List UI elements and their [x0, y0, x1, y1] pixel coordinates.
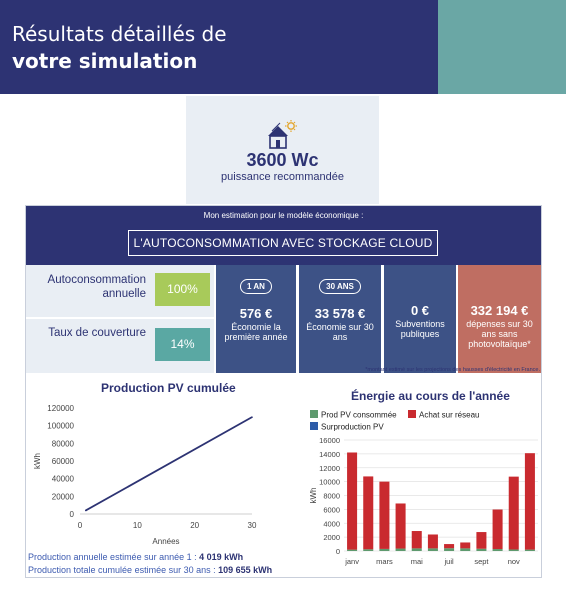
bar-grid — [347, 452, 357, 549]
y-axis-label: kWh — [309, 487, 318, 504]
x-tick-label: nov — [507, 557, 520, 566]
power-card — [186, 96, 379, 204]
x-tick-label: 30 — [247, 521, 257, 530]
bar-consumed — [396, 549, 406, 551]
y-tick-label: 4000 — [323, 519, 340, 529]
model-band — [26, 206, 541, 265]
series-line — [86, 417, 252, 510]
couverture-label: Taux de couverture — [48, 327, 146, 339]
model-intro: Mon estimation pour le modèle économique : — [203, 211, 364, 220]
legend-label: Prod PV consommée — [321, 410, 397, 420]
house-sun-icon — [266, 120, 298, 150]
bar-grid — [493, 510, 503, 550]
bar-grid — [444, 544, 454, 548]
total-production — [28, 565, 272, 575]
tile-4-value: 332 194 € — [470, 303, 529, 318]
total-production-label: Production totale cumulée estimée sur 30 ans : — [28, 565, 216, 575]
bar-consumed — [493, 549, 503, 551]
bar-consumed — [525, 550, 535, 551]
bar-consumed — [460, 548, 470, 551]
bar-consumed — [363, 549, 373, 551]
bar-grid — [412, 531, 422, 548]
model-name: L'AUTOCONSOMMATION AVEC STOCKAGE CLOUD — [128, 230, 438, 256]
series-point — [85, 510, 87, 512]
x-tick-label: 10 — [132, 521, 142, 530]
x-tick-label: sept — [474, 557, 489, 566]
autoconsommation-label: Autoconsommation annuelle — [47, 274, 146, 300]
y-tick-label: 6000 — [323, 505, 340, 515]
y-tick-label: 60000 — [51, 457, 74, 466]
bar-grid — [476, 532, 486, 549]
annual-production-value: 4 019 kWh — [199, 552, 244, 562]
annual-production-label: Production annuelle estimée sur année 1 : — [28, 552, 197, 562]
legend-label: Surproduction PV — [321, 422, 384, 432]
header-accent — [438, 0, 566, 94]
y-tick-label: 100000 — [47, 421, 74, 431]
line-chart — [26, 396, 286, 551]
header-title-line2: votre simulation — [12, 49, 198, 73]
series-point — [251, 416, 253, 418]
power-value: 3600 Wc — [246, 150, 319, 170]
bar-consumed — [476, 549, 486, 551]
y-tick-label: 20000 — [51, 492, 74, 502]
header-banner — [0, 0, 438, 94]
metrics-divider — [26, 317, 214, 319]
tile-3-label: Subventions publiques — [395, 319, 445, 339]
bar-consumed — [509, 549, 519, 551]
x-tick-label: mars — [376, 557, 393, 566]
bar-grid — [525, 453, 535, 549]
legend-swatch — [310, 410, 318, 418]
tile-2-value: 33 578 € — [314, 306, 366, 321]
autoconsommation-value: 100% — [155, 273, 210, 306]
legend-swatch — [408, 410, 416, 418]
annual-production — [28, 552, 243, 562]
bar-consumed — [428, 548, 438, 551]
x-axis-label: Années — [152, 537, 180, 546]
bar-grid — [363, 476, 373, 549]
legend-swatch — [310, 422, 318, 430]
x-tick-label: juil — [444, 557, 454, 566]
bar-grid — [379, 482, 389, 549]
legend-label: Achat sur réseau — [419, 410, 480, 420]
total-production-value: 109 655 kWh — [218, 565, 273, 575]
footnote: *montant estimé sur les projections des hausses d'électricité en France. — [365, 367, 540, 373]
tile-1-pill: 1 AN — [240, 279, 272, 294]
tile-1-value: 576 € — [239, 306, 273, 321]
y-tick-label: 8000 — [323, 491, 340, 501]
bar-grid — [396, 503, 406, 548]
y-tick-label: 14000 — [319, 449, 340, 459]
x-tick-label: janv — [345, 557, 359, 566]
tile-1-year — [216, 265, 296, 373]
y-tick-label: 12000 — [319, 463, 340, 473]
tile-1-label: Économie la première année — [224, 322, 288, 342]
results-frame — [25, 205, 542, 578]
x-tick-label: 0 — [77, 521, 83, 530]
tile-2-pill: 30 ANS — [319, 279, 361, 294]
tile-2-label: Économie sur 30 ans — [306, 322, 374, 342]
x-tick-label: 20 — [190, 521, 200, 530]
y-tick-label: 120000 — [47, 404, 74, 413]
header-title-line1: Résultats détaillés de — [12, 22, 227, 46]
y-tick-label: 0 — [69, 510, 74, 519]
bar-consumed — [347, 550, 357, 551]
bar-grid — [460, 542, 470, 548]
y-tick-label: 40000 — [51, 474, 74, 484]
line-chart-title: Production PV cumulée — [101, 381, 236, 395]
y-tick-label: 80000 — [51, 439, 74, 449]
power-label: puissance recommandée — [221, 171, 344, 183]
y-axis-label: kWh — [33, 453, 42, 469]
metrics-panel — [26, 265, 214, 373]
bar-chart — [306, 404, 540, 569]
bar-grid — [509, 477, 519, 550]
bar-grid — [428, 534, 438, 548]
y-tick-label: 16000 — [319, 436, 340, 445]
bar-chart-title: Énergie au cours de l'année — [351, 389, 510, 403]
y-tick-label: 10000 — [319, 477, 340, 487]
couverture-value: 14% — [155, 328, 210, 361]
tile-30-years — [299, 265, 381, 373]
bar-consumed — [444, 548, 454, 551]
tile-3-value: 0 € — [410, 303, 430, 318]
tile-4-label: dépenses sur 30 ans sans photovoltaïque* — [466, 319, 533, 349]
y-tick-label: 2000 — [323, 533, 340, 543]
x-tick-label: mai — [410, 557, 423, 566]
y-tick-label: 0 — [335, 547, 340, 556]
tile-subsidies — [384, 265, 456, 373]
bar-consumed — [412, 548, 422, 551]
tile-spending — [458, 265, 541, 373]
bar-consumed — [379, 549, 389, 551]
